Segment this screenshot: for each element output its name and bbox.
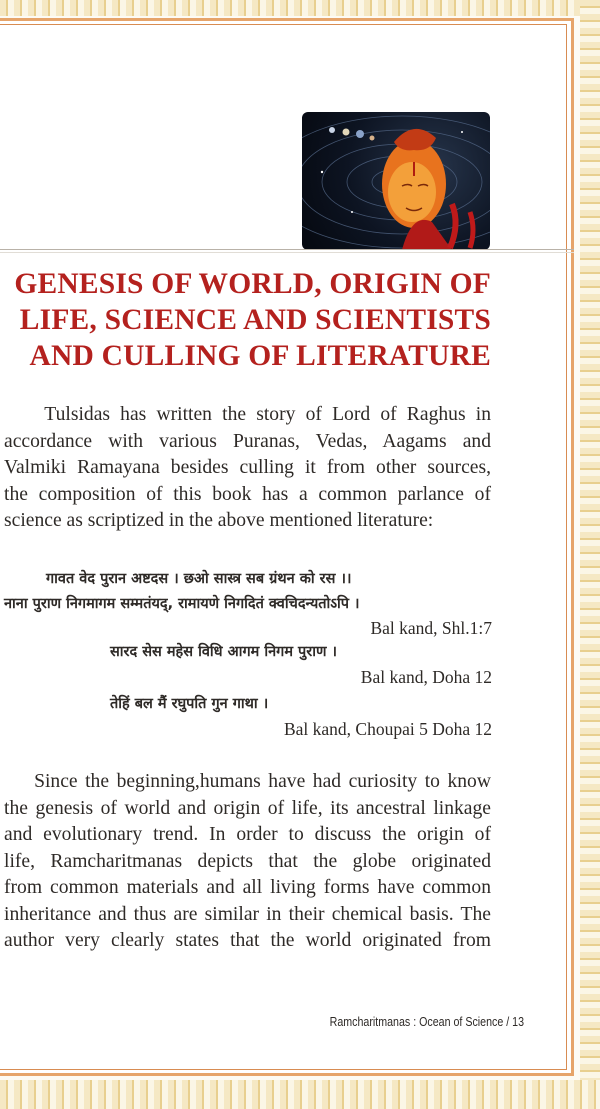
paragraph-line: Since the beginning,humans have had curiosity to know <box>4 771 491 792</box>
paragraph-line: the genesis of world and origin of life, its ancestral linkage <box>4 797 491 819</box>
paragraph-line: the composition of this book has a common parlance of <box>4 483 491 505</box>
verse-line: नाना पुराण निगमागम सम्मतंयद्, रामायणे निगदितं क्वचिदन्यतोऽपि । <box>4 596 360 612</box>
verse-line: तेहिं बल मैं रघुपति गुन गाथा । <box>110 696 269 712</box>
paragraph-line: accordance with various Puranas, Vedas, Aagams and <box>4 430 491 452</box>
header-rule-secondary <box>0 252 574 253</box>
chapter-title <box>0 266 491 374</box>
cosmos-deity-illustration <box>302 112 490 250</box>
ornamental-border-bottom <box>0 1080 600 1109</box>
verse-line: गावत वेद पुरान अष्टदस । छओ सास्त्र सब ग्रंथन को रस ।। <box>46 571 352 587</box>
paragraph-line: inheritance and thus are similar in their chemical basis. The <box>4 903 491 925</box>
ornamental-border-right <box>580 0 600 1109</box>
intro-paragraph <box>4 402 491 535</box>
body-paragraph <box>4 769 491 955</box>
verse-reference: Bal kand, Shl.1:7 <box>370 618 492 638</box>
paragraph-line: Tulsidas has written the story of Lord of Raghus in <box>4 404 491 425</box>
chapter-title-line: AND CULLING OF LITERATURE <box>29 340 491 372</box>
paragraph-line: and evolutionary trend. In order to discuss the origin of <box>4 824 491 845</box>
ornamental-border-top <box>0 0 600 16</box>
chapter-title-line: LIFE, SCIENCE AND SCIENTISTS <box>19 304 491 336</box>
verse-reference: Bal kand, Doha 12 <box>360 667 492 687</box>
page-footer: Ramcharitmanas : Ocean of Science / 13 <box>329 1014 524 1029</box>
chapter-title-line: GENESIS OF WORLD, ORIGIN OF <box>14 268 491 300</box>
paragraph-line: Valmiki Ramayana besides culling it from other sources, <box>4 457 491 478</box>
paragraph-line: science as scriptized in the above mentioned literature: <box>4 510 434 531</box>
paragraph-line: author very clearly states that the world originated from <box>4 930 491 951</box>
verse-line: सारद सेस महेस विधि आगम निगम पुराण । <box>110 644 337 660</box>
verse-reference: Bal kand, Choupai 5 Doha 12 <box>283 719 492 739</box>
header-rule <box>0 249 574 250</box>
paragraph-line: from common materials and all living forms have common <box>4 877 491 898</box>
paragraph-line: life, Ramcharitmanas depicts that the globe originated <box>4 850 491 872</box>
